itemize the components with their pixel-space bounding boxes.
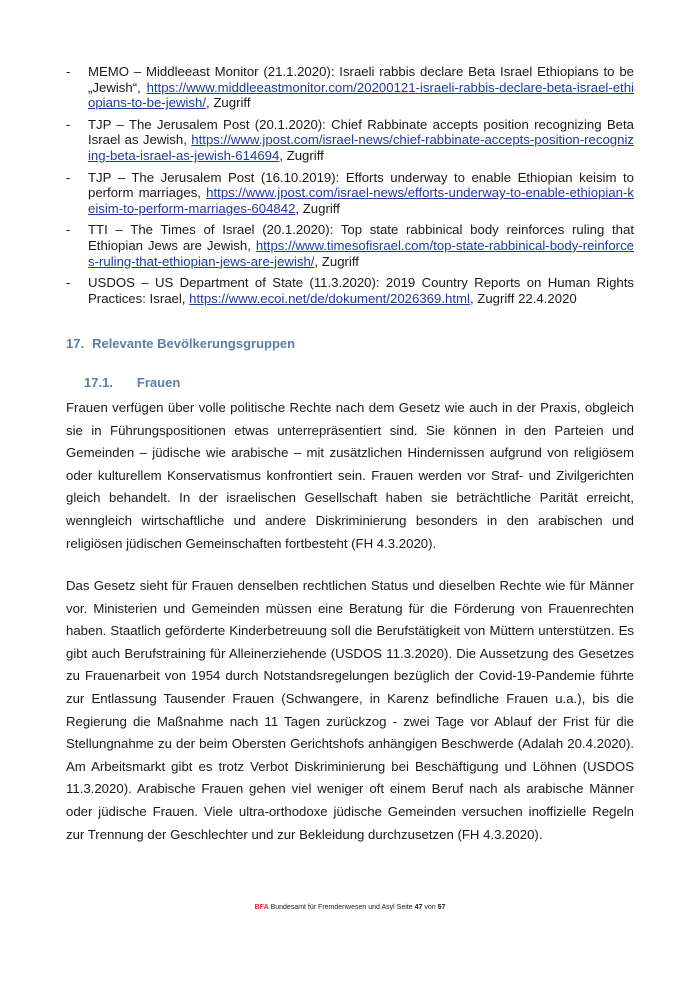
- footer-page-label: Seite: [396, 904, 413, 911]
- page-footer: [0, 904, 700, 911]
- reference-list: [66, 64, 634, 312]
- section-number: 17.: [66, 336, 85, 351]
- bullet-dash: -: [66, 169, 71, 185]
- reference-item: [66, 64, 634, 111]
- reference-suffix: , Zugriff: [295, 200, 340, 216]
- reference-link[interactable]: https://www.middleeastmonitor.com/20200121-israeli-rabbis-declare-beta-israel-ethiopians-to-be-jewish/: [88, 79, 634, 111]
- reference-text: MEMO – Middleeast Monitor (21.1.2020): Israeli rabbis declare Beta Israel Ethiopians to be „Jewish“,: [88, 64, 634, 95]
- reference-link[interactable]: https://www.timesofisrael.com/top-state-rabbinical-body-reinforces-ruling-that-ethiopian-jews-are-jewish/: [88, 237, 634, 269]
- reference-link[interactable]: https://www.ecoi.net/de/dokument/2026369.html: [189, 290, 470, 306]
- reference-suffix: , Zugriff: [206, 95, 251, 111]
- footer-page-total: 57: [437, 904, 446, 911]
- footer-org: Bundesamt für Fremdenwesen und Asyl: [270, 904, 395, 911]
- footer-of-label: von: [424, 904, 436, 911]
- body-paragraph: Frauen verfügen über volle politische Rechte nach dem Gesetz wie auch in der Praxis, obgleich sie in Führungspositionen etwas unterrepräsentiert sind. Sie können in den Parteien und Gemeinden – jüdische wie arabische – mit zusätzlichen Hindernissen aufgrund von religiösem oder kulturellem Konservatismus konfrontiert sein. Frauen werden vor Straf- und Zivilgerichten gleich behandelt. In der israelischen Gesellschaft haben sie beträchtliche Parität erreicht, wenngleich wirtschaftliche und andere Diskriminierung besonders in den arabischen und religiösen jüdischen Gemeinschaften fortbesteht (FH 4.3.2020).: [66, 400, 634, 551]
- bullet-dash: -: [66, 64, 71, 79]
- reference-suffix: , Zugriff: [314, 253, 359, 269]
- reference-link[interactable]: https://www.jpost.com/israel-news/efforts-underway-to-enable-ethiopian-keisim-to-perform-marriages-604842: [88, 185, 634, 216]
- reference-text: TTI – The Times of Israel (20.1.2020): Top state rabbinical body reinforces ruling that Ethiopian Jews are Jewish,: [88, 222, 634, 253]
- body-paragraph: Das Gesetz sieht für Frauen denselben rechtlichen Status und dieselben Rechte wie für Männer vor. Ministerien und Gemeinden müssen eine Beratung für die Förderung von Frauenrechten haben. Staatlich geförderte Kinderbetreuung soll die Berufstätigkeit von Müttern unterstützen. Es gibt auch Berufstraining für Alleinerziehende (USDOS 11.3.2020). Die Aussetzung des Gesetzes zu Frauenarbeit von 1954 durch Notstandsregelungen bezüglich der Covid-19-Pandemie führte zur Entlassung Tausender Frauen (Schwangere, in Karenz befindliche Frauen u.a.), bis die Regierung die Maßnahme nach 11 Tagen zurückzog - zwei Tage vor Ablauf der Frist für die Stellungnahme zu der beim Obersten Gerichtshofs anhängigen Beschwerde (Adalah 20.4.2020). Am Arbeitsmarkt gibt es trotz Verbot Diskriminierung bei Beschäftigung und Löhnen (USDOS 11.3.2020). Arabische Frauen gehen viel weniger oft einem Beruf nach als arabische Männer oder jüdische Frauen. Viele ultra-orthodoxe jüdische Gemeinden versuchen inoffizielle Regeln zur Trennung der Geschlechter und zur Bekleidung durchzusetzen (FH 4.3.2020).: [66, 578, 634, 842]
- reference-link[interactable]: https://www.jpost.com/israel-news/chief-rabbinate-accepts-position-recognizing-beta-israel-as-jewish-614694: [88, 132, 634, 163]
- reference-item: [66, 117, 634, 164]
- bfa-logo-text: BFA: [254, 904, 269, 911]
- footer-page-number: 47: [414, 904, 423, 911]
- reference-text: TJP – The Jerusalem Post (20.1.2020): Chief Rabbinate accepts position recognizing Beta Israel as Jewish,: [88, 116, 634, 148]
- section-title: Relevante Bevölkerungsgruppen: [92, 336, 296, 351]
- reference-suffix: , Zugriff 22.4.2020: [469, 290, 577, 306]
- section-heading: [66, 336, 295, 351]
- reference-text: TJP – The Jerusalem Post (16.10.2019): Efforts underway to enable Ethiopian keisim to perform marriages,: [88, 169, 634, 201]
- subsection-number: 17.1.: [84, 375, 113, 390]
- bullet-dash: -: [66, 222, 71, 238]
- reference-suffix: , Zugriff: [279, 147, 324, 163]
- bullet-dash: -: [66, 116, 71, 132]
- bullet-dash: -: [66, 275, 71, 291]
- reference-text: USDOS – US Department of State (11.3.2020): 2019 Country Reports on Human Rights Practices: Israel,: [88, 275, 634, 306]
- subsection-heading: [84, 375, 180, 390]
- subsection-title: Frauen: [136, 375, 181, 390]
- reference-item: [66, 170, 634, 217]
- reference-item: [66, 222, 634, 269]
- reference-item: [66, 275, 634, 306]
